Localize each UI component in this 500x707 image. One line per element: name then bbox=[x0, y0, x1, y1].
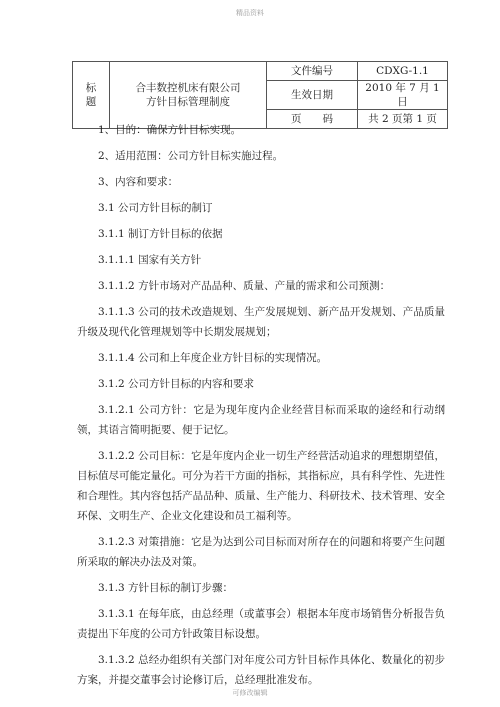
file-number-value: CDXG-1.1 bbox=[358, 62, 448, 81]
header-label-line2: 题 bbox=[85, 96, 97, 108]
paragraph-section-3-1-2-3: 3.1.2.3 对策措施：它是为达到公司目标而对所存在的问题和将要产生问题所采取的解决办法及对策。 bbox=[77, 536, 445, 568]
file-number-label: 文件编号 bbox=[267, 62, 358, 81]
watermark-bottom: 可修改编辑 bbox=[232, 689, 268, 697]
watermark-top: 精品资料 bbox=[236, 9, 264, 17]
paragraph-scope: 2、适用范围：公司方针目标实施过程。 bbox=[98, 150, 284, 162]
document-body bbox=[77, 120, 445, 696]
document-header-table bbox=[72, 61, 448, 129]
paragraph-section-3-1: 3.1 公司方针目标的制订 bbox=[98, 202, 213, 214]
header-label-cell bbox=[73, 62, 110, 129]
paragraph-section-3-1-3-2: 3.1.3.2 总经办组织有关部门对年度公司方针目标作具体化、数量化的初步方案，并提交董事会讨论修订后，总经理批准发布。 bbox=[77, 654, 445, 686]
paragraph-purpose: 1、目的：确保方针目标实现。 bbox=[98, 124, 242, 136]
effective-date-value: 2010 年 7 月 1 日 bbox=[358, 81, 448, 110]
document-title-cell bbox=[110, 62, 267, 129]
paragraph-section-3-1-1: 3.1.1 制订方针目标的依据 bbox=[98, 228, 223, 240]
company-name: 合丰数控机床有限公司 bbox=[135, 82, 241, 94]
paragraph-section-3-1-1-4: 3.1.1.4 公司和上年度企业方针目标的实现情况。 bbox=[98, 352, 328, 364]
effective-date-label: 生效日期 bbox=[267, 81, 358, 110]
paragraph-content-heading: 3、内容和要求： bbox=[98, 176, 179, 188]
paragraph-section-3-1-2-1: 3.1.2.1 公司方针：它是为现年度内企业经营目标而采取的途经和行动纲领，其语言简明扼要、便于记忆。 bbox=[77, 404, 445, 436]
paragraph-section-3-1-2: 3.1.2 公司方针目标的内容和要求 bbox=[98, 378, 255, 390]
header-label-line1: 标 bbox=[85, 82, 97, 94]
document-subject: 方针目标管理制度 bbox=[146, 96, 230, 108]
paragraph-section-3-1-1-3: 3.1.1.3 公司的技术改造规划、生产发展规划、新产品开发规划、产品质量升级及现代化管理规划等中长期发展规划； bbox=[77, 306, 445, 338]
paragraph-section-3-1-3: 3.1.3 方针目标的制订步骤： bbox=[98, 582, 234, 594]
paragraph-section-3-1-1-1: 3.1.1.1 国家有关方针 bbox=[98, 254, 202, 266]
paragraph-section-3-1-2-2: 3.1.2.2 公司目标：它是年度内企业一切生产经营活动追求的理想期望值，目标值尽可能定量化。可分为若干方面的指标，其指标应，具有科学性、先进性和合理性。其内容包括产品品种、质量、生产能力、科研技术、技术管理、安全环保、文明生产、企业文化建设和员工福利等。 bbox=[77, 450, 445, 522]
paragraph-section-3-1-3-1: 3.1.3.1 在每年底，由总经理（或董事会）根据本年度市场销售分析报告负责提出下年度的公司方针政策目标设想。 bbox=[77, 608, 445, 640]
paragraph-section-3-1-1-2: 3.1.1.2 方针市场对产品品种、质量、产量的需求和公司预测： bbox=[98, 280, 391, 292]
page-number-value: 共 2 页第 1 页 bbox=[358, 110, 448, 129]
page-number-label: 页 码 bbox=[267, 110, 358, 129]
